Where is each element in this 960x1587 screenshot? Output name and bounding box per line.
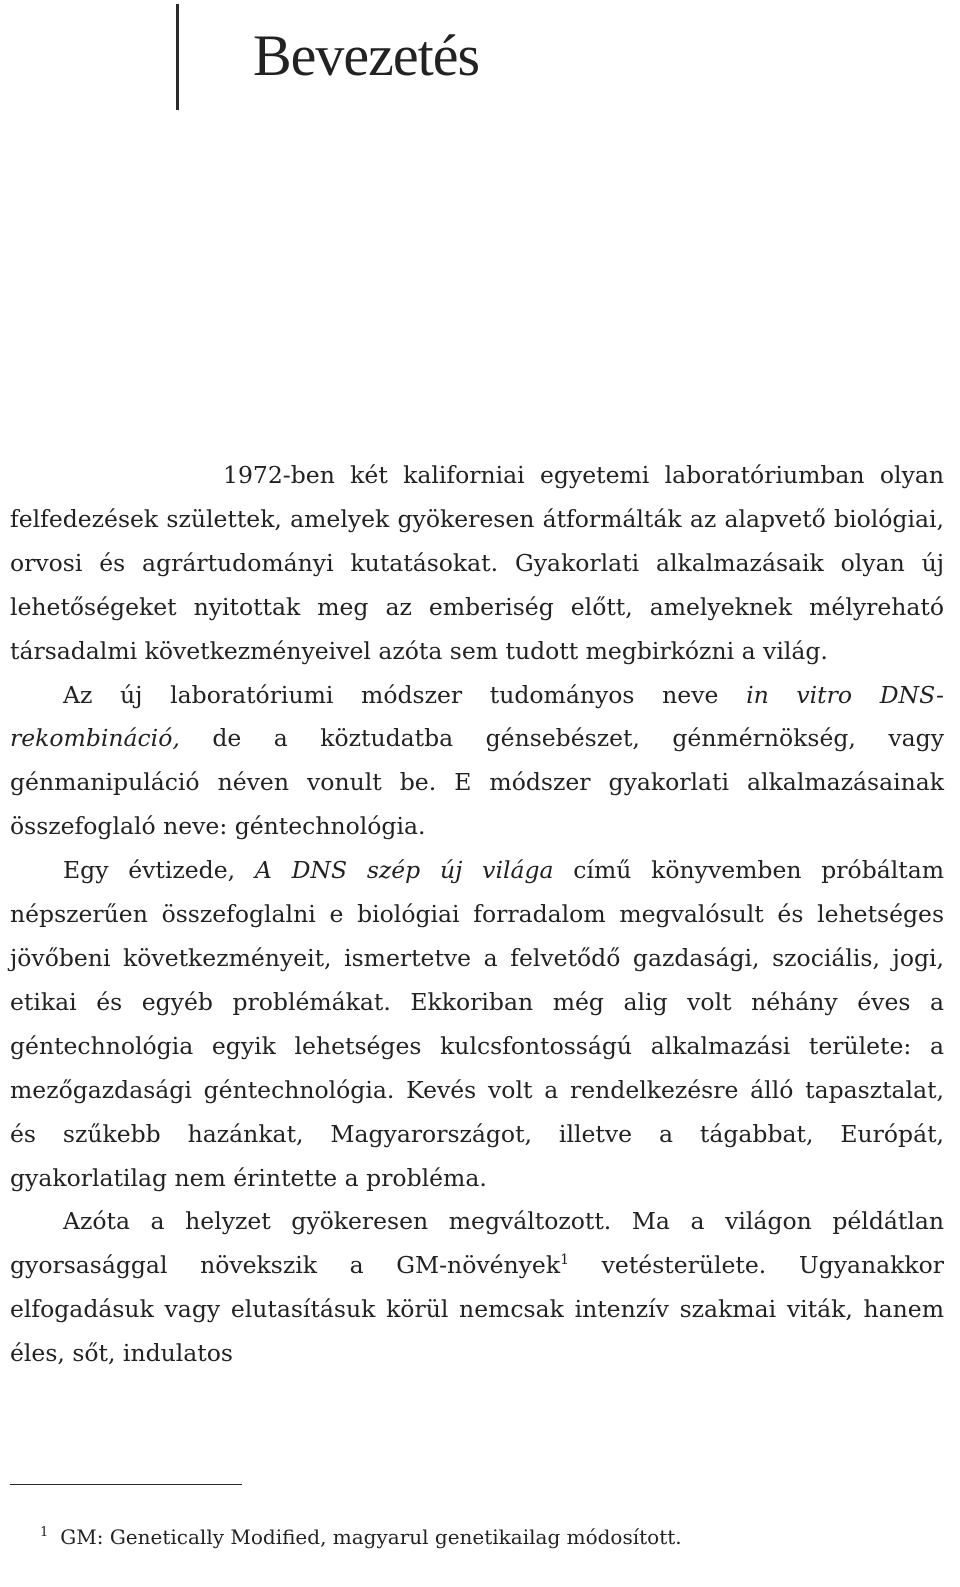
footnote [40, 1525, 682, 1549]
paragraph-2-italic: in vitro DNS-rekombináció, [10, 680, 944, 753]
chapter-title: Bevezetés [253, 23, 480, 88]
paragraph-4-text-a: Azóta a helyzet gyökeresen megváltozott. Ma a világon példátlan gyorsasággal növekszik a GM-növények [10, 1207, 944, 1280]
paragraph-2 [10, 674, 944, 850]
paragraph-2-text-a: Az új laboratóriumi módszer tudományos neve [63, 680, 747, 709]
body-text [10, 454, 944, 1376]
paragraph-1: 1972-ben két kaliforniai egyetemi laboratóriumban olyan felfedezések születtek, amelyek gyökeresen átformálták az alapvető biológiai, orvosi és agrártudományi kutatásokat. Gyakorlati alkalmazásaik olyan új lehetőségeket nyitottak meg az emberiség előtt, amelyeknek mélyreható társadalmi következményeivel azóta sem tudott megbirkózni a világ. [10, 461, 944, 665]
paragraph-3-text-b: című könyvemben próbáltam népszerűen összefoglalni e biológiai forradalom megvalósult és lehetséges jövőbeni következményeit, ismertetve a felvetődő gazdasági, szociális, jogi, etikai és egyéb problémákat. Ekkoriban még alig volt néhány éves a géntechnológia egyik lehetséges kulcsfontosságú alkalmazási területe: a mezőgazdasági géntechnológia. Kevés volt a rendelkezésre álló tapasztalat, és szűkebb hazánkat, Magyarországot, illetve a tágabbat, Európát, gyakorlatilag nem érintette a probléma. [10, 856, 945, 1192]
footnote-text: GM: Genetically Modified, magyarul genetikailag módosított. [60, 1525, 682, 1549]
footnote-rule [10, 1484, 242, 1485]
chapter-rule [176, 4, 179, 110]
paragraph-3-text-a: Egy évtizede, [63, 856, 255, 885]
paragraph-4-text-b: vetésterülete. Ugyanakkor elfogadásuk vagy elutasításuk körül nemcsak intenzív szakmai viták, hanem éles, sőt, indulatos [10, 1251, 944, 1368]
paragraph-4 [10, 1200, 944, 1376]
paragraph-3 [10, 849, 944, 1200]
footnote-mark: 1 [40, 1525, 49, 1541]
paragraph-2-text-b: de a köztudatba génsebészet, génmérnökség, vagy génmanipuláció néven vonult be. E módszer gyakorlati alkalmazásainak összefoglaló neve: géntechnológia. [10, 724, 944, 841]
book-title-italic: A DNS szép új világa [254, 856, 554, 885]
footnote-reference: 1 [560, 1252, 570, 1269]
